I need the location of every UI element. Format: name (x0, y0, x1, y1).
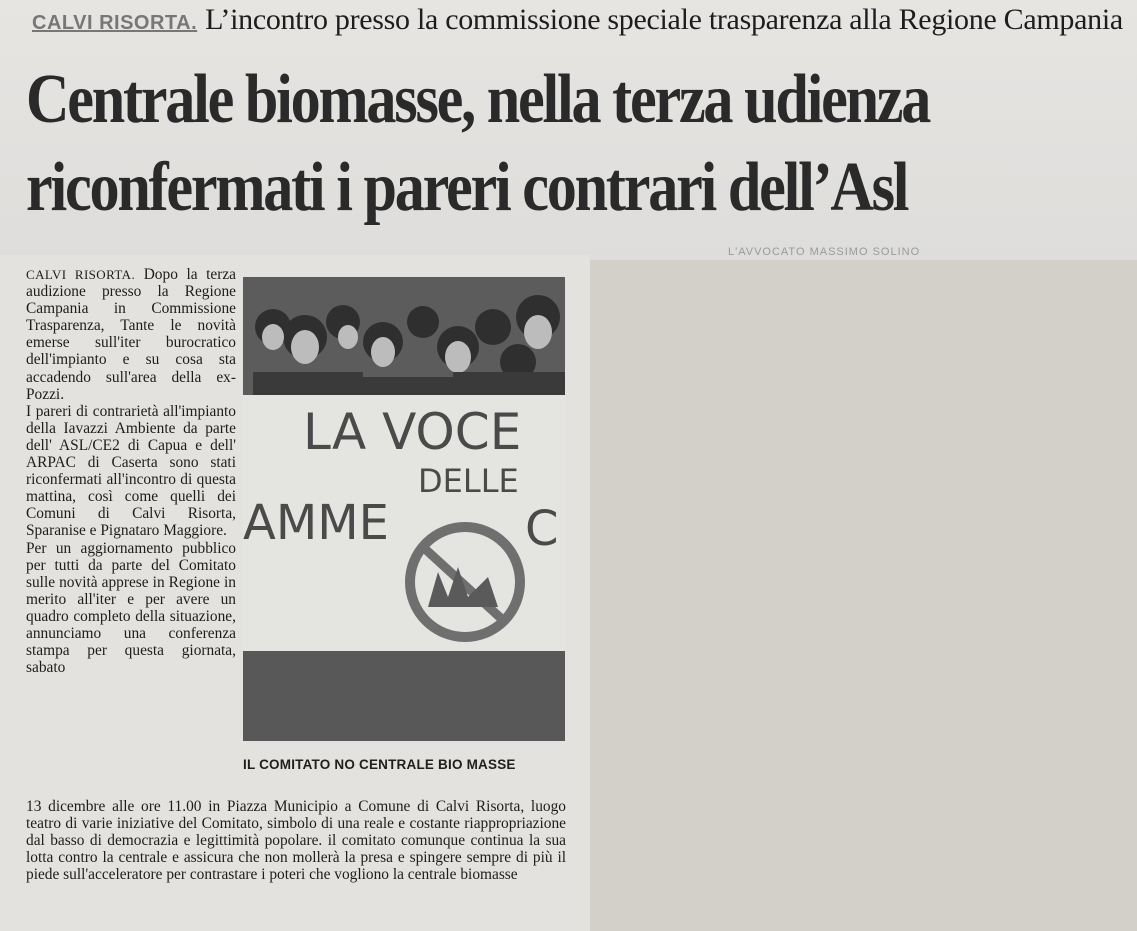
banner-text-4: C (525, 501, 559, 557)
kicker-text: L’incontro presso la commissione speciale trasparenza alla Regione Campania (205, 3, 1123, 36)
paragraph-3-continued: 13 dicembre alle ore 11.00 in Piazza Municipio a Comune di Calvi Risorta, luogo teatro di varie iniziative del Comitato, simbolo di una reale e costante riappropriazione dal basso di democrazia e legittimità popolare. il comitato comunque continua la sua lotta contro la centrale e assicura che non mollerà la presa e spingere sempre di più il piede sull'acceleratore per contrastare i poteri che vogliono la centrale biomasse (26, 798, 566, 884)
paragraph-1 (26, 266, 236, 403)
paragraph-1-text: Dopo la terza audizione presso la Regione Campania in Commissione Trasparenza, Tante le novità emerse sull'iter burocratico dell'impianto e su cosa sta accadendo sull'area della ex-Pozzi. (26, 266, 236, 403)
headline-line-2: riconfermati i pareri contrari dell’Asl (26, 149, 908, 226)
body-location: CALVI RISORTA. (26, 267, 136, 282)
kicker-location: CALVI RISORTA. (32, 12, 198, 34)
banner-text-1: LA VOCE (303, 403, 522, 461)
paragraph-3: Per un aggiornamento pubblico per tutti da parte del Comitato sulle novità apprese in Regione in merito all'iter e per avere un quadro completo della situazione, annunciamo una conferenza stampa per questa giornata, sabato (26, 539, 236, 677)
protest-photo (243, 277, 565, 741)
kicker (32, 2, 1123, 41)
bleed-through-text: L'AVVOCATO MASSIMO SOLINO (728, 246, 921, 258)
banner-text-2: DELLE (418, 462, 519, 500)
paragraph-2: I pareri di contrarietà all'impianto della Iavazzi Ambiente da parte dell' ASL/CE2 di Capua e dell' ARPAC di Caserta sono stati riconfermati all'incontro di questa mattina, così come quelli dei Comuni di Calvi Risorta, Sparanise e Pignataro Maggiore. (26, 402, 236, 540)
headline-line-1: Centrale biomasse, nella terza udienza (26, 61, 930, 138)
article-body-column (26, 266, 236, 676)
banner-text-3: AMME (243, 495, 389, 551)
protest-photo-image (243, 277, 565, 741)
headline (26, 56, 963, 232)
photo-caption: IL COMITATO NO CENTRALE BIO MASSE (243, 757, 516, 772)
